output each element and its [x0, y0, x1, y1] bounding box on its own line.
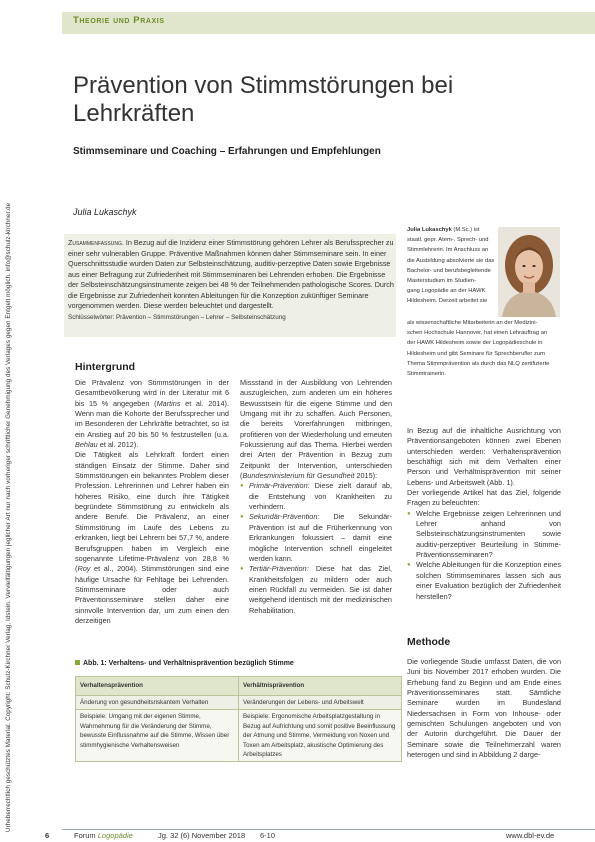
bio-line: die Ausbildung absolvierte sie das — [407, 257, 495, 264]
bio-line: gang Logopädie an der HAWK — [407, 288, 486, 295]
column-1 — [75, 378, 229, 626]
bio-degree: (M.Sc.) ist — [451, 227, 480, 233]
issue-info: Jg. 32 (6) November 2018 — [158, 831, 246, 840]
abstract-lead: Zusammenfassung. — [68, 238, 124, 247]
bio-line: Bachelor- und berufsbegleitende — [407, 267, 491, 274]
method-paragraph: Die vorliegende Studie umfasst Daten, die von Juni bis November 2017 erhoben wurden. Die Erhebung fand zu Beginn und am Ende eines Präventionsseminares statt. Sämtliche Seminare wurden im Bundesland Niedersachsen in Form von Inhouse- oder gemischten Schulungen angeboten und von der Autorin durchgeführt. Die Dauer der Seminare sowie die Teilnehmerzahl waren heterogen und sind in Abbildung 2 darge- — [407, 657, 561, 760]
bio-line: der HAWK Hildesheim sowie der Logopädieschule in — [407, 340, 543, 347]
bio-line: Hildesheim. Derzeit arbeitet sie — [407, 298, 488, 305]
author-bio-continued — [407, 318, 577, 379]
table-header: Verhältnisprävention — [239, 677, 402, 696]
paragraph: Die Prävalenz von Stimmstörungen in der Gesamtbevölkerung wird in der Literatur mit 6 bis 15 % angegeben (Martins et al. 2014). Wenn man die Kohorte der Berufssprecher und im Besonderen der Lehrkräfte betrachtet, so ist ein Anstieg auf 20 bis 50 % festzustellen (u.a. Behlau et al. 2012). — [75, 378, 229, 450]
author-photo — [498, 227, 560, 317]
paragraph: Missstand in der Ausbildung von Lehrenden auszugleichen, zum anderen um ein höheres Bewusstsein für die eigene Stimme und den Umgang mit ihr zu schaffen. Auch Personen, die bereits Vorerfahrungen mitbringen, profitieren von der Wiederholung und erneuten Fokussierung auf das Thema. Hierbei werden drei Arten der Prävention in Bezug zum Zeitpunkt der Intervention, unterschieden (Bundesministerium für Gesundheit 2015): — [240, 378, 392, 481]
bio-line: als wissenschaftliche Mitarbeiterin an der Medizini- — [407, 320, 538, 326]
page-number: 6 — [45, 831, 50, 840]
bio-line: Stimmtrainerin. — [407, 371, 446, 378]
article-subtitle: Stimmseminare und Coaching – Erfahrungen und Empfehlungen — [73, 146, 381, 157]
copyright-notice: Urheberrechtlich geschütztes Material. Copyright: Schulz-Kirchner Verlag, Idstein. Vervielfältigungen jeglicher Art nur nach vorheriger schriftlicher Genehmigung des Verlages gegen Entgelt möglich. info@schulz-kirchner.de — [5, 202, 12, 832]
bio-line: Masterstudium im Studien- — [407, 278, 476, 285]
bio-line: Hildesheim und gibt Seminare für Sprechberufler zum — [407, 350, 545, 357]
bio-line: staatl. gepr. Atem-, Sprech- und — [407, 237, 489, 244]
table-cell: Beispiele: Umgang mit der eigenen Stimme, Wahrnehmung für die Veränderung der Stimme, bewusste Einflussnahme auf die Stimme, Wissen über stimmhygienische Verhaltensweisen — [76, 710, 239, 762]
list-item: ● Welche Ergebnisse zeigen Lehrerinnen und Lehrer anhand von Selbsteinschätzungsinstrumenten sowie auditiv-perzeptiver Beurteilung in Stimme-Präventionsseminaren? — [407, 509, 561, 561]
table-cell: Veränderungen der Lebens- und Arbeitswelt — [239, 696, 402, 710]
author-bio — [407, 225, 499, 307]
list-item: ● Sekundär-Prävention: Die Sekundär-Prävention ist auf die Früherkennung von Erkrankungen fokussiert – damit eine mögliche Intervention schnell eingeleitet werden kann. — [240, 512, 392, 564]
list-item: ● Primär-Prävention: Diese zielt darauf ab, die Entstehung von Krankheiten zu verhindern. — [240, 481, 392, 512]
table-cell: Beispiele: Ergonomische Arbeitsplatzgestaltung in Bezug auf Aufrichtung und somit positive Beeinflussung der Atmung und Stimme, Vermeidung von Noxen und Toxen am Arbeitsplatz, akustische Optimierung des Arbeitsplatzes — [239, 710, 402, 762]
table-header: Verhaltensprävention — [76, 677, 239, 696]
table-row — [76, 696, 402, 710]
table-caption: Abb. 1: Verhaltens- und Verhältnisprävention bezüglich Stimme — [75, 660, 294, 667]
prevention-table — [75, 676, 402, 762]
journal-name: Forum Logopädie — [74, 831, 133, 840]
abstract-text: In Bezug auf die Inzidenz einer Stimmstörung gehören Lehrer als Berufssprecher zu einer sehr vulnerablen Gruppe. Präventive Maßnahmen können daher Stimmseminare sein. In einer Querschnittsstudie wurden Daten zur Selbsteinschätzung, auditiv-perzeptive Daten sowie Ergebnisse aus einer Befragung zur Zufriedenheit mit Stimmseminaren bei Lehrenden erhoben. Die Ergebnisse der Selbsteinschätzungsinstrumente zeigen bei 48 % der Teilnehmenden pathologische Scores. Durch die Ergebnisse zur Zufriedenheit konnten Ableitungen für die Konzeption zukünftiger Seminare vorgenommen werden. Diese werden beleuchtet und dargestellt. — [68, 238, 394, 310]
heading-method: Methode — [407, 636, 451, 648]
paragraph: Die Tätigkeit als Lehrkraft fordert einen ständigen Einsatz der Stimme. Daher sind Stimmstörungen ein bekanntes Problem dieser Profession. Lehrerinnen und Lehrer haben ein höheres Risiko, eine durch ihre Tätigkeit begründete Stimmstörung zu entwickeln als andere Berufe. Die Prävalenz, an einer Stimmstörung im Laufe des Lebens zu erkranken, liegt bei Lehrern bei 57,7 %, andere Berufsgruppen haben im Vergleich eine sogenannte Lifetime-Prävalenz von 28,8 % (Roy et al., 2004). Stimmstörungen sind eine häufige Ursache für Fehltage bei Lehrenden. Stimmseminare oder auch Präventionsseminare stellen daher eine sinnvolle Intervention dar, um zum einen den derzeitigen — [75, 450, 229, 625]
bio-name: Julia Lukaschyk — [407, 227, 452, 233]
list-item: ● Welche Ableitungen für die Konzeption eines solchen Stimmseminares lassen sich aus einer Evaluation bezüglich der Zufriedenheit herstellen? — [407, 560, 561, 601]
bio-line: Stimmlehrerin. Im Anschluss an — [407, 247, 489, 254]
footer-url: www.dbl-ev.de — [506, 831, 555, 840]
column-3 — [407, 426, 561, 602]
question-list — [407, 509, 561, 602]
abstract — [68, 238, 394, 323]
paragraph: In Bezug auf die inhaltliche Ausrichtung von Präventionsangeboten können zwei Ebenen unterschieden werden: Verhaltensprävention beschäftigt sich mit dem Verhalten einer Person und Verhältnisprävention mit seiner Lebens- und Arbeitswelt (Abb. 1). — [407, 426, 561, 487]
paragraph: Der vorliegende Artikel hat das Ziel, folgende Fragen zu beleuchten: — [407, 488, 561, 508]
bio-line: schen Hochschule Hannover, hat einen Lehrauftrag an — [407, 330, 548, 337]
column-2 — [240, 378, 392, 616]
page-range: 6-10 — [260, 831, 276, 840]
prevention-list — [240, 481, 392, 615]
footer-rule — [62, 829, 595, 830]
article-author: Julia Lukaschyk — [73, 207, 137, 217]
author-portrait-image — [498, 227, 560, 317]
bio-line: Thema Stimmprävention als durch das NLQ zertifizierte — [407, 360, 550, 367]
heading-background: Hintergrund — [75, 361, 136, 373]
abstract-keywords: Schlüsselwörter: Prävention – Stimmstörungen – Lehrer – Selbsteinschätzung — [68, 313, 286, 321]
caption-square-icon — [75, 660, 80, 665]
table-row — [76, 710, 402, 762]
table-cell: Änderung von gesundheitsriskantem Verhalten — [76, 696, 239, 710]
copyright-stripe — [0, 0, 22, 842]
list-item: ● Tertiär-Prävention: Diese hat das Ziel, Krankheitsfolgen zu mildern oder auch einen Rückfall zu vermeiden. Sie ist daher weitgehend identisch mit der medizinischen Rehabilitation. — [240, 564, 392, 616]
section-label: Theorie und Praxis — [73, 15, 165, 26]
article-title: Prävention von Stimmstörungen bei Lehrkräften — [73, 72, 454, 127]
